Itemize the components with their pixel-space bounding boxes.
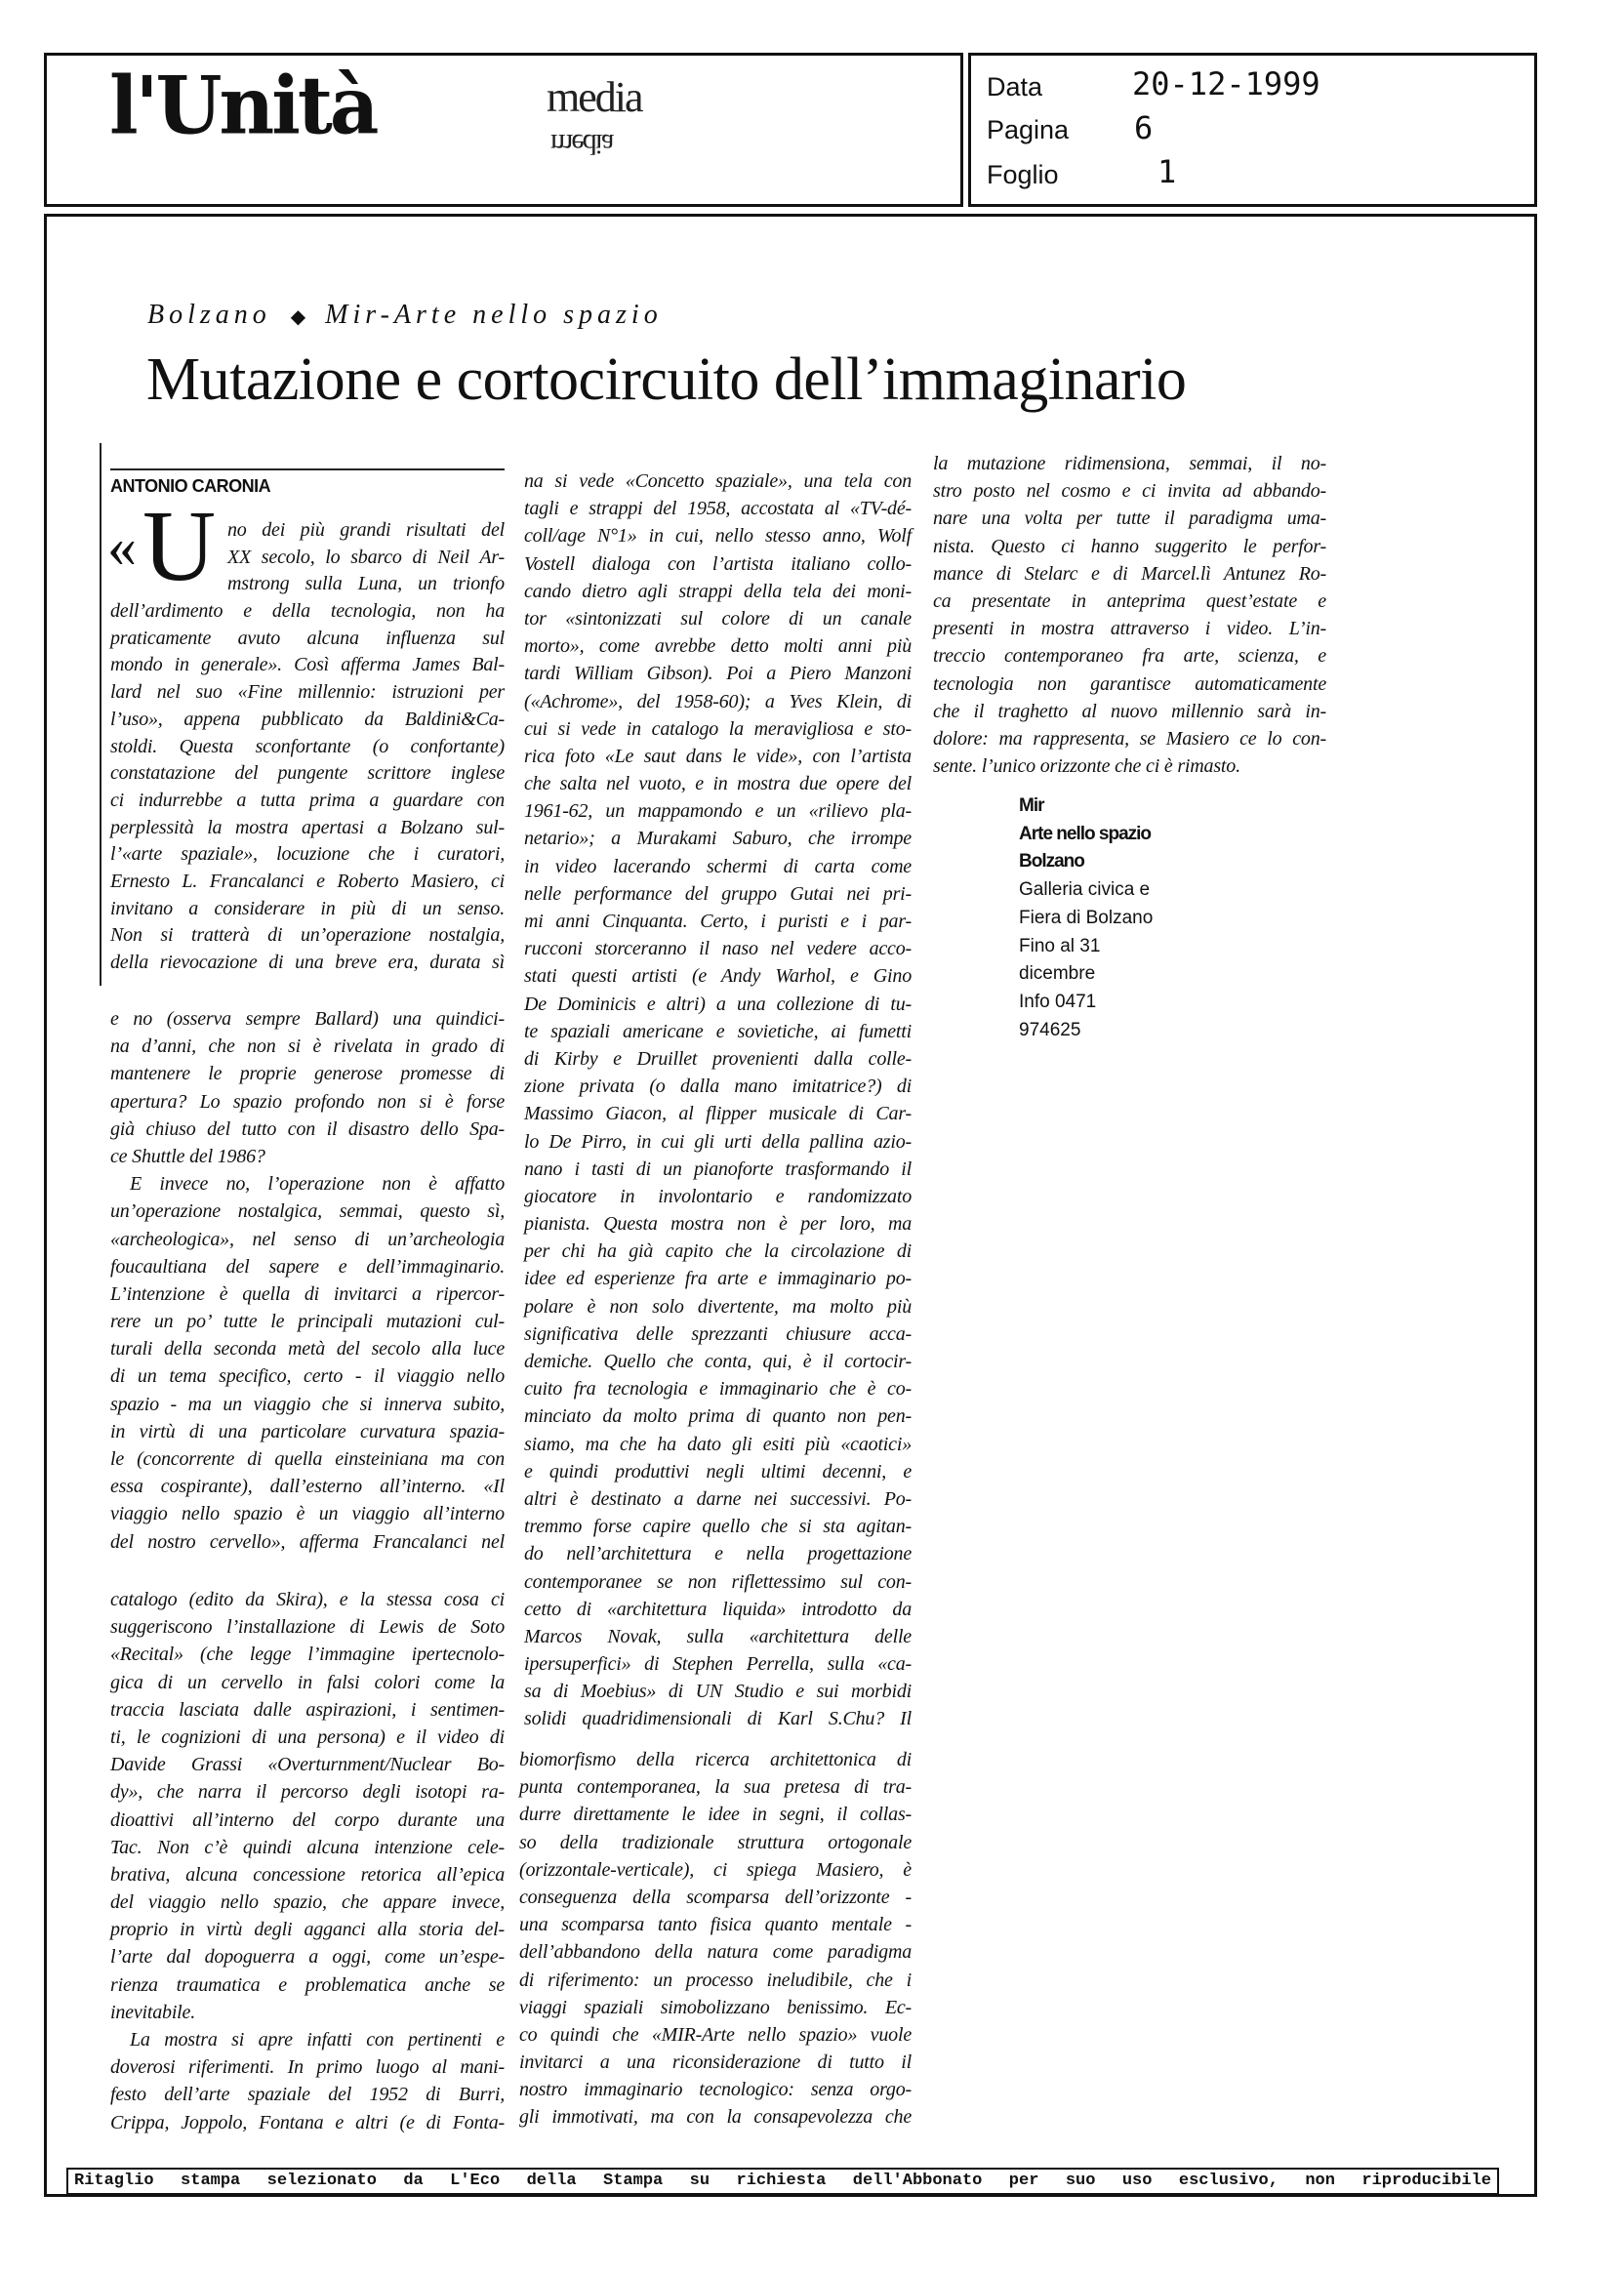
text-line: sente. l’unico orizzonte che ci è rimasto. <box>933 755 1240 778</box>
info-name-2: Arte nello spazio <box>1019 823 1152 844</box>
text-line: morto», come avrebbe detto molti anni più <box>524 635 912 658</box>
text-line: nare una volta per tutte il paradigma uma- <box>933 508 1326 530</box>
text-line: cui si vede in catalogo la meravigliosa e sto- <box>524 717 912 740</box>
dropcap-quote: « <box>107 514 137 579</box>
page-label: Pagina <box>987 115 1070 144</box>
text-line: dell’abbandono della natura come paradigma <box>519 1941 912 1964</box>
text-line: Marcos Novak, sulla «architettura delle <box>524 1625 912 1647</box>
info-detail: 974625 <box>1019 1019 1081 1040</box>
info-detail: Galleria civica e <box>1019 879 1151 901</box>
column-1-part-3 <box>110 1586 505 2136</box>
column-1-part-2 <box>110 1005 505 1556</box>
text-line: e no (osserva sempre Ballard) una quindici- <box>110 1008 505 1030</box>
text-line: in video lacerando schermi di carta come <box>524 855 912 877</box>
text-line: constatazione del pungente scrittore inglese <box>110 762 505 785</box>
text-line: Vostell dialoga con l’artista italiano collo- <box>524 552 912 575</box>
text-line: netario»; a Murakami Saburo, che irrompe <box>524 828 912 850</box>
text-line: L’intenzione è quella di invitarci a ripercor- <box>110 1282 505 1305</box>
text-line: perplessità la mostra apertasi a Bolzano sul- <box>110 816 505 838</box>
text-line: rere un po’ tutte le principali mutazioni cul- <box>110 1311 505 1333</box>
text-line: XX secolo, lo sbarco di Neil Ar- <box>227 546 505 568</box>
text-line: cuito fra tecnologia e immaginario che è co- <box>524 1378 912 1401</box>
text-line: di Kirby e Druillet provenienti dalla colle- <box>524 1047 912 1070</box>
text-line: dolore: ma rappresenta, se Masiero ce lo con- <box>933 727 1326 750</box>
text-line: mi anni Cinquanta. Certo, i puristi e i par- <box>524 911 912 932</box>
date-label: Data <box>987 72 1043 102</box>
text-line: nelle performance del gruppo Gutai nei pri- <box>524 882 912 905</box>
text-line: del nostro cervello», afferma Francalanci nel <box>110 1530 505 1553</box>
date-value: 20-12-1999 <box>1132 65 1320 102</box>
text-line: Tac. Non c’è quindi alcuna intenzione cele- <box>110 1836 505 1858</box>
text-line: tor «sintonizzati sul colore di un canale <box>524 607 912 629</box>
kicker-topic: Mir-Arte nello spazio <box>325 300 663 330</box>
page-value: 6 <box>1134 109 1154 146</box>
text-line: treccio contemporaneo fra arte, scienza, e <box>933 645 1326 668</box>
text-line: essa cospirante), dall’esterno all’interno. «Il <box>110 1476 505 1498</box>
column-2-part-1 <box>524 467 912 1733</box>
section-name: media <box>547 73 642 121</box>
sheet-label: Foglio <box>987 160 1059 189</box>
text-line: stoldi. Questa sconfortante (o confortante) <box>110 735 505 757</box>
text-line: na d’anni, che non si è rivelata in grado di <box>110 1035 505 1058</box>
text-line: per chi ha già capito che la circolazione di <box>524 1240 912 1263</box>
column-2-part-2 <box>519 1746 912 2132</box>
text-line: na si vede «Concetto spaziale», una tela con <box>524 470 912 492</box>
text-line: l’arte dal dopoguerra a oggi, come un’espe- <box>110 1946 505 1969</box>
text-line: l’uso», appena pubblicato da Baldini&Ca- <box>110 708 505 730</box>
text-line: mstrong sulla Luna, un trionfo <box>227 573 505 595</box>
article-kicker <box>147 299 663 334</box>
text-line: mantenere le proprie generose promesse di <box>110 1063 505 1085</box>
text-line: presenti in mostra attraverso i video. L’in- <box>933 618 1326 640</box>
text-line: sa di Moebius» di UN Studio e sui morbidi <box>524 1681 912 1703</box>
author-rule <box>110 468 505 470</box>
info-detail: Info 0471 <box>1019 991 1097 1012</box>
text-line: coll/age N°1» in cui, nello stesso anno, Wolf <box>524 525 912 548</box>
text-line: («Achrome», del 1958-60); a Yves Klein, di <box>524 690 912 712</box>
text-line: nista. Questo ci hanno suggerito le perfor- <box>933 535 1326 557</box>
author-name: ANTONIO CARONIA <box>110 476 271 496</box>
footer-notice: Ritaglio stampa selezionato da L'Eco della Stampa su richiesta dell'Abbonato per suo uso esclusivo, non riproducibile <box>74 2172 1491 2190</box>
dropcap-letter: U <box>142 490 217 602</box>
text-line: (orizzontale-verticale), ci spiega Masiero, è <box>519 1858 912 1881</box>
text-line: rucconi storceranno il naso nel vedere acco- <box>524 938 912 960</box>
text-line: giocatore in involontario e randomizzato <box>524 1185 912 1207</box>
text-line: in virtù di una particolare curvatura spazia- <box>110 1420 505 1442</box>
text-line: mance di Stelarc e di Marcel.lì Antunez Ro- <box>933 562 1326 585</box>
text-line: pianista. Questa mostra non è per loro, ma <box>524 1213 912 1236</box>
text-line: conseguenza della scomparsa dell’orizzonte - <box>519 1886 912 1908</box>
text-line: biomorfismo della ricerca architettonica di <box>519 1749 912 1770</box>
text-line: punta contemporanea, la sua pretesa di tra- <box>519 1776 912 1799</box>
text-line: di un tema specifico, certo - il viaggio nello <box>110 1365 505 1388</box>
column-1-part-1 <box>110 517 505 977</box>
text-line: ca presentate in anteprima quest’estate e <box>933 589 1326 612</box>
text-line: viaggio nello spazio è un viaggio all’interno <box>110 1503 505 1525</box>
text-line: solidi quadridimensionali di Karl S.Chu? Il <box>524 1708 912 1730</box>
text-line: traccia lasciata dalle aspirazioni, i sentimen- <box>110 1698 505 1721</box>
text-line: che salta nel vuoto, e in mostra due opere del <box>524 773 912 795</box>
text-line: e quindi produttivi negli ultimi decenni, e <box>524 1460 912 1482</box>
text-line: E invece no, l’operazione non è affatto <box>130 1173 505 1196</box>
text-line: la mutazione ridimensiona, semmai, il no- <box>933 453 1326 474</box>
text-line: Massimo Giacon, al flipper musicale di Car- <box>524 1103 912 1125</box>
text-line: 1961-62, un mappamondo e un «rilievo pla- <box>524 800 912 823</box>
text-line: zione privata (o dalla mano imitatrice?) di <box>524 1076 912 1098</box>
info-city: Bolzano <box>1019 851 1084 873</box>
text-line: di riferimento: un processo ineludibile, che i <box>519 1969 912 1991</box>
text-line: tardi William Gibson). Poi a Piero Manzoni <box>524 663 912 685</box>
sheet-value: 1 <box>1157 153 1177 190</box>
text-line: viaggi spaziali simobolizzano benissimo. Ec- <box>519 1996 912 2018</box>
text-line: ti, le cognizioni di una persona) e il video di <box>110 1726 505 1748</box>
text-line: tecnologia non garantisce automaticamente <box>933 672 1326 695</box>
text-line: Non si tratterà di un’operazione nostalgia, <box>110 924 505 947</box>
text-line: siamo, ma che ha dato gli esiti più «caotici» <box>524 1433 912 1455</box>
text-line: inevitabile. <box>110 2001 196 2023</box>
article-title: Mutazione e cortocircuito dell’immaginario <box>146 346 1187 413</box>
text-line: l’«arte spaziale», locuzione che i curatori, <box>110 843 505 866</box>
column-3 <box>933 450 1326 780</box>
exhibition-info-box <box>1019 792 1175 1044</box>
newspaper-logo: l'Unità <box>109 59 377 153</box>
text-line: La mostra si apre infatti con pertinenti e <box>130 2029 505 2051</box>
text-line: do nell’architettura e nella progettazione <box>524 1543 912 1565</box>
section-name-mirror: media <box>550 128 613 160</box>
text-line: contemporanee se non riflettessimo sul con- <box>524 1570 912 1593</box>
text-line: durre direttamente le idee in segni, il collas- <box>519 1804 912 1826</box>
text-line: gli immotivati, ma con la consapevolezza che <box>519 2106 912 2129</box>
text-line: che il traghetto al nuovo millennio sarà in- <box>933 700 1326 722</box>
text-line: catalogo (edito da Skira), e la stessa cosa ci <box>110 1589 505 1610</box>
text-line: significativa delle sprezzanti chiusure acca- <box>524 1322 912 1345</box>
info-detail: dicembre <box>1019 963 1096 985</box>
text-line: una scomparsa tanto fisica quanto mentale - <box>519 1914 912 1936</box>
text-line: già chiuso del tutto con il disastro dello Spa- <box>110 1117 505 1140</box>
text-line: cetto di «architettura liquida» introdotto da <box>524 1598 912 1620</box>
text-line: della rievocazione di una breve era, durata sì <box>110 952 505 973</box>
text-line: ci indurrebbe a tutta prima a guardare con <box>110 789 505 811</box>
text-line: dioattivi all’interno del corpo durante una <box>110 1808 505 1831</box>
text-line: demiche. Quello che conta, qui, è il cortocir- <box>524 1351 912 1372</box>
text-line: co quindi che «MIR-Arte nello spazio» vuole <box>519 2023 912 2046</box>
text-line: praticamente avuto alcuna influenza sul <box>110 627 505 649</box>
text-line: minciato da molto prima di quanto non pen- <box>524 1405 912 1428</box>
text-line: tremmo forse capire quello che si sta agitan- <box>524 1516 912 1538</box>
text-line: turali della seconda metà del secolo alla luce <box>110 1338 505 1360</box>
text-line: so della tradizionale struttura ortogonale <box>519 1831 912 1853</box>
text-line: Ernesto L. Francalanci e Roberto Masiero, ci <box>110 870 505 892</box>
text-line: altri è destinato a darne nei successivi. Po- <box>524 1487 912 1510</box>
text-line: nano i tasti di un pianoforte trasformando il <box>524 1157 912 1180</box>
text-line: no dei più grandi risultati del <box>227 519 505 541</box>
text-line: gica di un cervello in falsi colori come la <box>110 1671 505 1693</box>
text-line: le (concorrente di quella einsteiniana ma con <box>110 1448 505 1470</box>
text-line: Crippa, Joppolo, Fontana e altri (e di Fonta- <box>110 2111 505 2133</box>
text-line: «Recital» (che legge l’immagine ipertecnolo- <box>110 1644 505 1666</box>
text-line: ipersuperfici» di Stephen Perrella, sulla «ca- <box>524 1653 912 1676</box>
text-line: Davide Grassi «Overturnment/Nuclear Bo- <box>110 1754 505 1776</box>
column-rule <box>100 443 102 986</box>
text-line: suggeriscono l’installazione di Lewis de Soto <box>110 1616 505 1639</box>
text-line: dell’ardimento e della tecnologia, non ha <box>110 600 505 623</box>
text-line: cando dietro agli strappi della tela dei moni- <box>524 580 912 602</box>
text-line: nostro immaginario tecnologico: senza orgo- <box>519 2079 912 2101</box>
text-line: tagli e strappi del 1958, accostata al «TV-dé- <box>524 498 912 520</box>
info-detail: Fino al 31 <box>1019 935 1101 956</box>
text-line: te spaziali americane e sovietiche, ai fumetti <box>524 1020 912 1042</box>
text-line: De Dominicis e altri) a una collezione di tu- <box>524 993 912 1015</box>
text-line: ce Shuttle del 1986? <box>110 1145 265 1167</box>
text-line: rica foto «Le saut dans le vide», con l’artista <box>524 745 912 767</box>
footer-notice-box <box>66 2168 1499 2195</box>
text-line: del viaggio nello spazio, che appare invece, <box>110 1891 505 1914</box>
text-line: «archeologica», nel senso di un’archeologia <box>110 1228 505 1250</box>
text-line: dy», che narra il percorso degli isotopi ra- <box>110 1781 505 1804</box>
text-line: rienza traumatica e problematica anche se <box>110 1973 505 1996</box>
text-line: brativa, alcuna concessione retorica all’epica <box>110 1863 505 1886</box>
text-line: idee ed esperienze fra arte e immaginario po- <box>524 1268 912 1290</box>
text-line: stro posto nel cosmo e ci invita ad abbando- <box>933 480 1326 503</box>
diamond-icon: ◆ <box>290 306 306 328</box>
text-line: polare è non solo divertente, ma molto più <box>524 1295 912 1318</box>
text-line: stati questi artisti (e Andy Warhol, e Gino <box>524 965 912 988</box>
text-line: proprio in virtù degli agganci alla storia del- <box>110 1919 505 1941</box>
text-line: lard nel suo «Fine millennio: istruzioni per <box>110 681 505 704</box>
text-line: doverosi riferimenti. In primo luogo al mani- <box>110 2056 505 2079</box>
info-name-1: Mir <box>1019 795 1044 816</box>
text-line: mondo in generale». Così afferma James Bal- <box>110 654 505 676</box>
text-line: festo dell’arte spaziale del 1952 di Burri, <box>110 2084 505 2106</box>
text-line: lo De Pirro, in cui gli urti della pallina azio- <box>524 1130 912 1153</box>
kicker-place: Bolzano <box>147 300 271 330</box>
text-line: spazio - ma un viaggio che si innerva subito, <box>110 1393 505 1415</box>
text-line: un’operazione nostalgica, semmai, questo sì, <box>110 1200 505 1223</box>
info-detail: Fiera di Bolzano <box>1019 907 1154 928</box>
text-line: apertura? Lo spazio profondo non si è forse <box>110 1090 505 1113</box>
text-line: invitarci a una riconsiderazione di tutto il <box>519 2051 912 2074</box>
text-line: foucaultiana del sapere e dell’immaginario. <box>110 1255 505 1278</box>
text-line: invitano a considerare in più di un senso. <box>110 897 505 919</box>
